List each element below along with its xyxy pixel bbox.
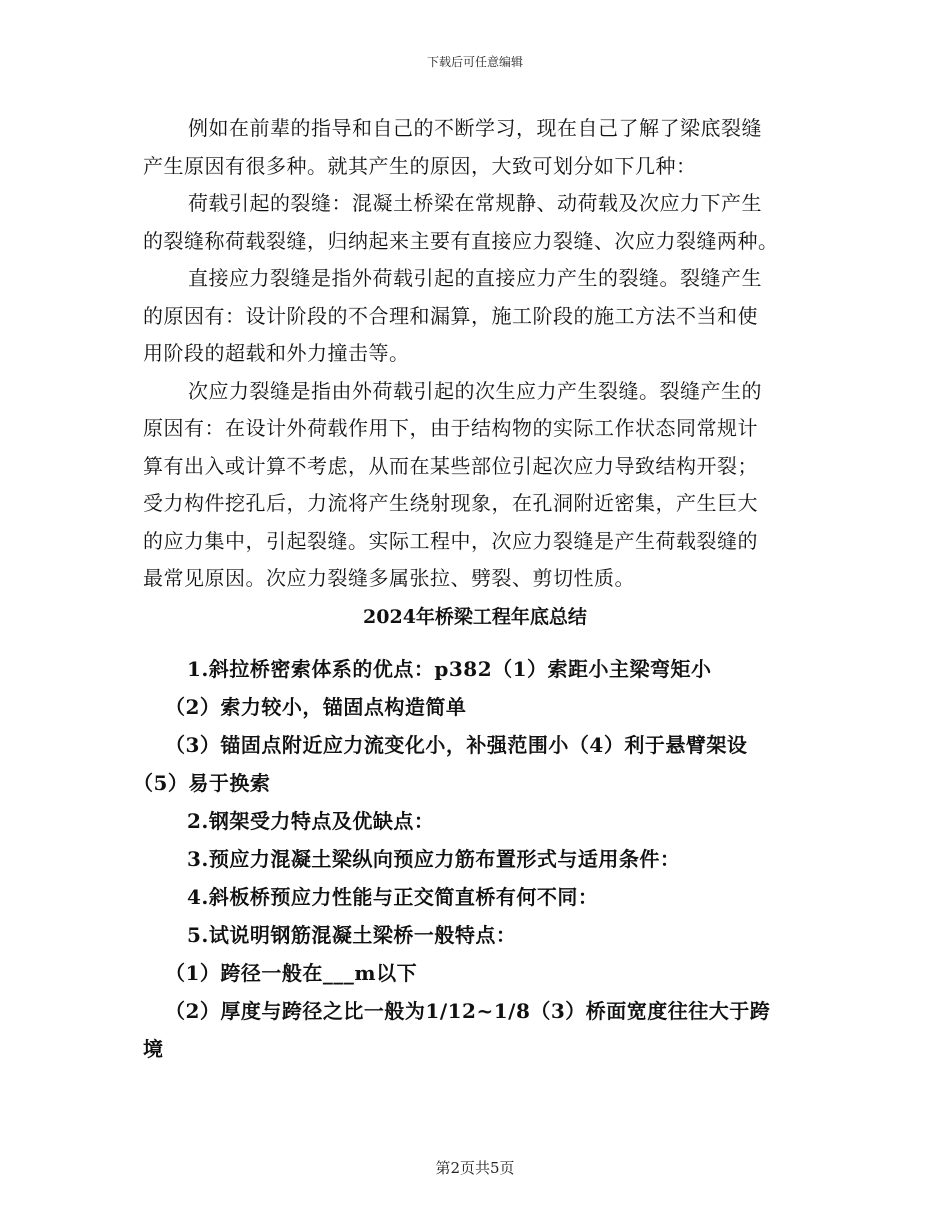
- list-item: 1.斜拉桥密索体系的优点：p382（1）索距小主梁弯矩小: [187, 657, 712, 681]
- paragraph-line: 的应力集中，引起裂缝。实际工程中，次应力裂缝是产生荷载裂缝的: [143, 528, 758, 553]
- paragraph-line: 的原因有：设计阶段的不合理和漏算，施工阶段的施工方法不当和使: [143, 303, 758, 328]
- paragraph-line: 用阶段的超载和外力撞击等。: [143, 341, 410, 365]
- list-item: （2）索力较小，锚固点构造简单: [165, 695, 467, 719]
- question-list: [133, 650, 811, 1068]
- list-item: 境: [143, 1037, 164, 1061]
- list-item: （2）厚度与跨径之比一般为1/12~1/8（3）桥面宽度往往大于跨: [165, 999, 771, 1023]
- list-item: 3.预应力混凝土梁纵向预应力筋布置形式与适用条件：: [187, 847, 681, 871]
- paragraph-line: 原因有：在设计外荷载作用下，由于结构物的实际工作状态同常规计: [143, 416, 758, 440]
- paragraph-line: 产生原因有很多种。就其产生的原因，大致可划分如下几种：: [143, 153, 697, 178]
- paragraph-line: 算有出入或计算不考虑，从而在某些部位引起次应力导致结构开裂；: [143, 453, 758, 478]
- list-item: 4.斜板桥预应力性能与正交简直桥有何不同：: [187, 885, 599, 909]
- paragraph-line: 的裂缝称荷载裂缝，归纳起来主要有直接应力裂缝、次应力裂缝两种。: [143, 228, 779, 253]
- page-header: 下载后可任意编辑: [426, 55, 523, 69]
- list-item: （3）锚固点附近应力流变化小，补强范围小（4）利于悬臂架设: [165, 733, 748, 757]
- paragraph-line: 荷载引起的裂缝：混凝土桥梁在常规静、动荷载及次应力下产生: [188, 191, 762, 215]
- paragraph-line: 受力构件挖孔后，力流将产生绕射现象，在孔洞附近密集，产生巨大: [143, 491, 758, 515]
- body-text: [143, 110, 811, 598]
- list-item: （1）跨径一般在___m以下: [165, 961, 418, 985]
- list-item: 2.钢架受力特点及优缺点：: [187, 809, 435, 833]
- section-title: 2024年桥梁工程年底总结: [363, 606, 587, 628]
- list-item: （5）易于换索: [133, 771, 271, 795]
- list-item: 5.试说明钢筋混凝土梁桥一般特点：: [187, 923, 517, 947]
- page-footer: 第2页共5页: [435, 1159, 515, 1177]
- paragraph-line: 次应力裂缝是指由外荷载引起的次生应力产生裂缝。裂缝产生的: [188, 378, 762, 403]
- paragraph-line: 直接应力裂缝是指外荷载引起的直接应力产生的裂缝。裂缝产生: [188, 266, 762, 290]
- paragraph-line: 最常见原因。次应力裂缝多属张拉、劈裂、剪切性质。: [143, 566, 635, 590]
- paragraph-line: 例如在前辈的指导和自己的不断学习，现在自己了解了梁底裂缝: [188, 116, 762, 140]
